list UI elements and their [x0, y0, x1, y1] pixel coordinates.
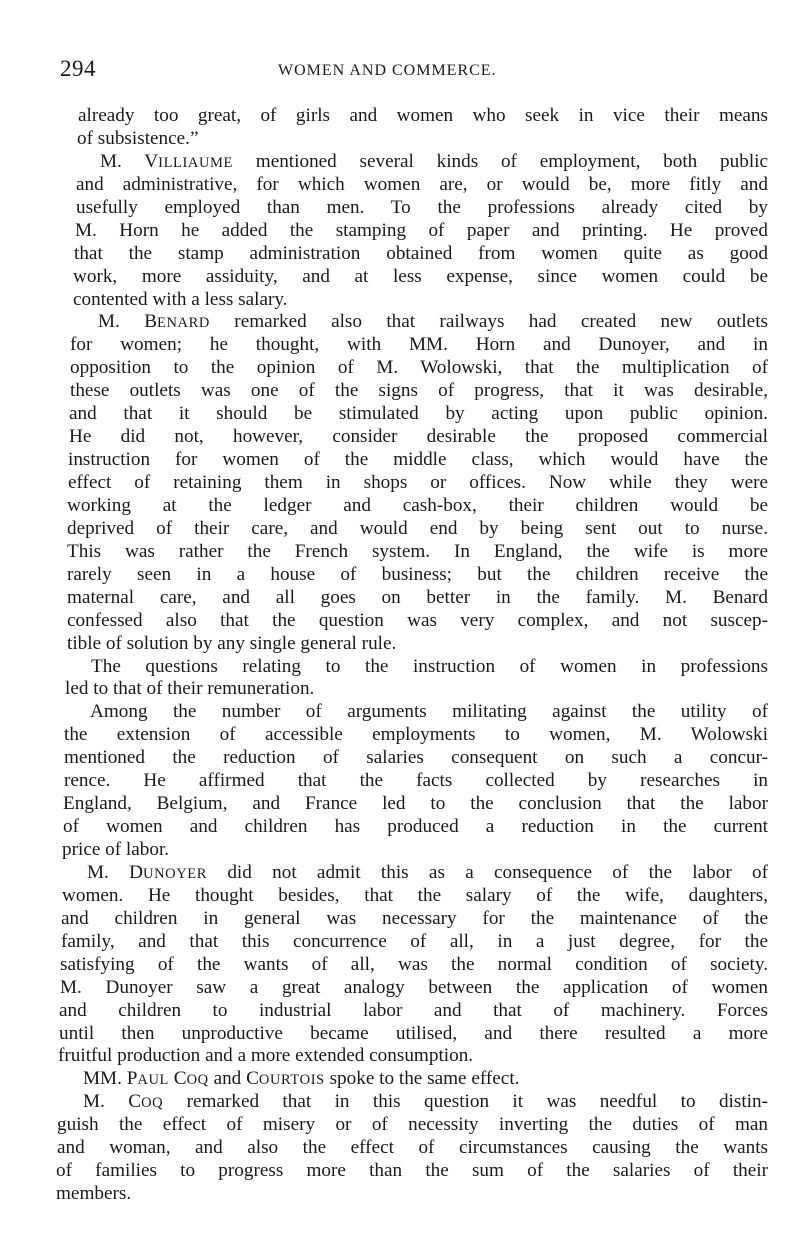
- text-line: rence. He affirmed that the facts collected by researches in: [64, 770, 768, 792]
- text-line: family, and that this concurrence of all, in a just degree, for the: [61, 930, 768, 952]
- text-line: maternal care, and all goes on better in the family. M. Benard: [67, 586, 768, 608]
- text-line: and administrative, for which women are, or would be, more fitly and: [76, 173, 768, 195]
- text-line: fruitful production and a more extended consumption.: [58, 1045, 474, 1067]
- text-line: and children in general was necessary for the maintenance of the: [61, 907, 768, 929]
- text-line: effect of retaining them in shops or offices. Now while they were: [68, 472, 768, 493]
- text-line: He did not, however, consider desirable the proposed commercial: [69, 426, 768, 448]
- text-line: guish the effect of misery or of necessity inverting the duties of man: [57, 1114, 768, 1136]
- text-line: that the stamp administration obtained from women quite as good: [74, 242, 768, 264]
- text-line: M. COQ remarked that in this question it was needful to distin-: [83, 1091, 768, 1113]
- text-line: deprived of their care, and would end by being sent out to nurse.: [67, 517, 768, 539]
- small-caps-name: PAUL COQ: [126, 1068, 209, 1090]
- text-line: tible of solution by any single general rule.: [67, 632, 397, 654]
- text-line: led to that of their remuneration.: [65, 678, 315, 700]
- text-line: work, more assiduity, and at less expense, since women could be: [73, 265, 768, 287]
- text-line: usefully employed than men. To the professions already cited by: [76, 196, 768, 218]
- text-line: of women and children has produced a reduction in the current: [63, 816, 768, 838]
- text-line: and that it should be stimulated by acting upon public opinion.: [69, 403, 768, 425]
- text-line: women. He thought besides, that the salary of the wife, daughters,: [62, 884, 768, 906]
- text-line: M. VILLIAUME mentioned several kinds of employment, both public: [100, 150, 768, 172]
- text-line: instruction for women of the middle class, which would have the: [68, 449, 768, 471]
- small-caps-name: VILLIAUME: [144, 150, 234, 172]
- text-line: these outlets was one of the signs of progress, that it was desirable,: [70, 380, 768, 402]
- text-line: England, Belgium, and France led to the conclusion that the labor: [63, 793, 768, 815]
- text-line: and woman, and also the effect of circumstances causing the wants: [57, 1137, 768, 1159]
- text-line: of families to progress more than the sum of the salaries of their: [56, 1160, 768, 1182]
- text-line: and children to industrial labor and that of machinery. Forces: [59, 999, 768, 1021]
- small-caps-name: BENARD: [144, 311, 210, 333]
- text-line: The questions relating to the instruction of women in professions: [91, 655, 768, 677]
- text-line: opposition to the opinion of M. Wolowski, that the multiplication of: [70, 357, 768, 379]
- text-line: contented with a less salary.: [73, 288, 288, 310]
- text-line: already too great, of girls and women who seek in vice their means: [78, 105, 768, 126]
- text-line: working at the ledger and cash-box, their children would be: [67, 494, 768, 516]
- text-line: M. Dunoyer saw a great analogy between the application of women: [60, 976, 768, 998]
- text-line: M. DUNOYER did not admit this as a consequence of the labor of: [87, 861, 769, 883]
- running-head: [60, 56, 760, 86]
- text-line: rarely seen in a house of business; but the children receive the: [67, 563, 768, 585]
- text-line: members.: [56, 1183, 132, 1205]
- text-line: satisfying of the wants of all, was the normal condition of society.: [60, 953, 768, 975]
- text-line: M. BENARD remarked also that railways had created new outlets: [98, 311, 768, 333]
- text-line: M. Horn he added the stamping of paper and printing. He proved: [75, 219, 768, 241]
- running-title: WOMEN AND COMMERCE.: [278, 62, 497, 79]
- body-text: [52, 105, 768, 1206]
- text-line: until then unproductive became utilised, and there resulted a more: [59, 1022, 768, 1044]
- text-line: Among the number of arguments militating against the utility of: [90, 701, 768, 723]
- text-line: for women; he thought, with MM. Horn and Dunoyer, and in: [70, 334, 768, 356]
- text-line: MM. PAUL COQ and COURTOIS spoke to the same effect.: [83, 1068, 520, 1090]
- small-caps-name: COURTOIS: [246, 1068, 325, 1090]
- text-line: confessed also that the question was very complex, and not suscep-: [67, 609, 768, 631]
- page-number: 294: [60, 56, 96, 81]
- text-line: price of labor.: [62, 839, 170, 860]
- small-caps-name: DUNOYER: [129, 861, 208, 883]
- text-line: of subsistence.”: [77, 127, 199, 149]
- small-caps-name: COQ: [128, 1091, 164, 1113]
- text-line: This was rather the French system. In England, the wife is more: [67, 540, 768, 562]
- text-line: mentioned the reduction of salaries consequent on such a concur-: [64, 747, 768, 769]
- text-line: the extension of accessible employments to women, M. Wolowski: [64, 724, 768, 746]
